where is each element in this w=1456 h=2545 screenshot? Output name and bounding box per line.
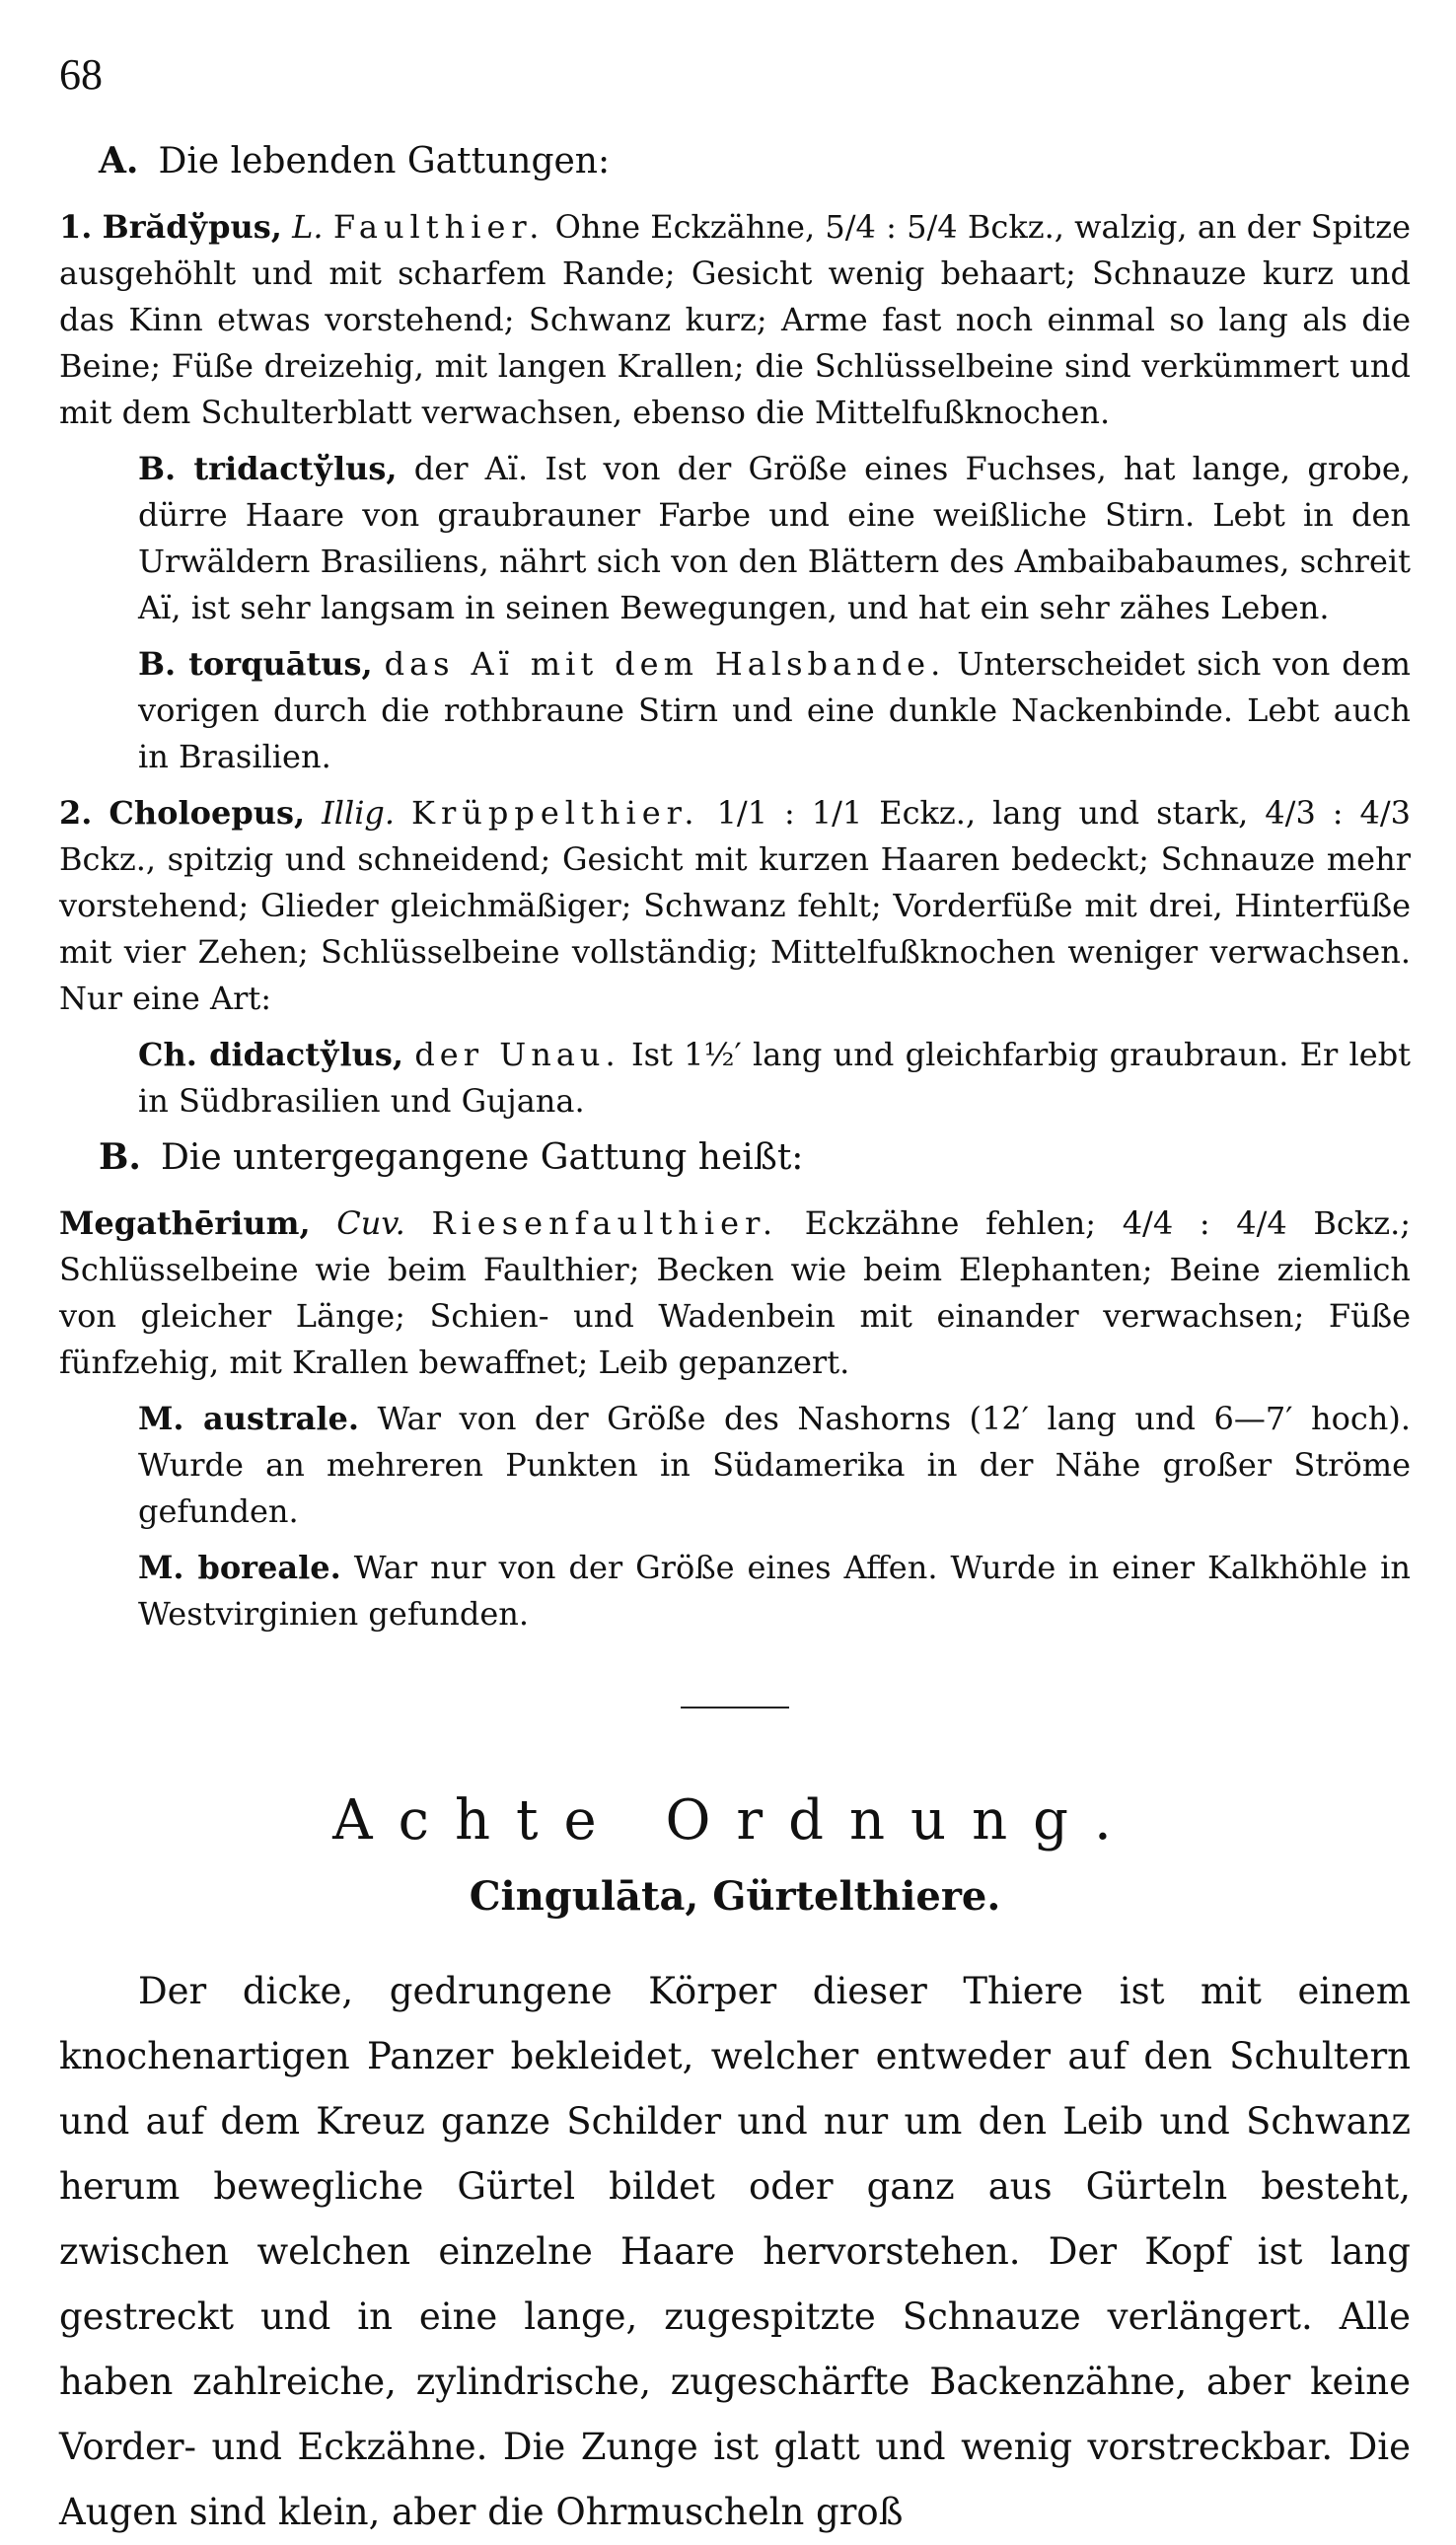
genus-description: Eckzähne fehlen; 4/4 : 4/4 Bckz.; Schlüsselbeine wie beim Faulthier; Becken wie beim Elephanten; Beine ziemlich von gleicher Länge; Schien- und Wadenbein mit einander verwachsen; Füße fünfzehig, mit Krallen bewaffnet; Leib gepanzert. (59, 1204, 1412, 1381)
genus-author: Illig. (322, 794, 396, 832)
book-page (59, 49, 1412, 2533)
species-description: War von der Größe des Nashorns (12′ lang und 6—7′ hoch). Wurde an mehreren Punkten in Südamerika in der Nähe großer Ströme gefunden. (138, 1400, 1412, 1530)
species-common-name: der Aï. (413, 450, 529, 487)
page-number: 68 (59, 50, 103, 99)
order-description: Der dicke, gedrungene Körper dieser Thiere ist mit einem knochenartigen Panzer bekleidet, welcher entweder auf den Schultern und auf dem Kreuz ganze Schilder und nur um den Leib und Schwanz herum bewegliche Gürtel bildet oder ganz aus Gürteln besteht, zwischen welchen einzelne Haare hervorstehen. Der Kopf ist lang gestreckt und in eine lange, zugespitzte Schnauze verlängert. Alle haben zahlreiche, zylindrische, zugeschärfte Backenzähne, aber keine Vorder- und Eckzähne. Die Zunge ist glatt und wenig vorstreckbar. Die Augen sind klein, aber die Ohrmuscheln groß (59, 1970, 1411, 2533)
page-content (59, 138, 1411, 2545)
species-torquatus (138, 641, 1411, 780)
species-description: Ist von der Größe eines Fuchses, hat lange, grobe, dürre Haare von graubrauner Farbe und eine weißliche Stirn. Lebt in den Urwäldern Brasiliens, nährt sich von den Blättern des Ambaibabaumes, schreit Aï, ist sehr langsam in seinen Bewegungen, und hat ein sehr zähes Leben. (138, 450, 1412, 626)
species-description: Ist 1½′ lang und gleichfarbig graubraun. Er lebt in Südbrasilien und Gujana. (138, 1036, 1412, 1120)
genus-number: 1. (59, 208, 93, 246)
genus-description: 1/1 : 1/1 Eckz., lang und stark, 4/3 : 4/3 Bckz., spitzig und schneidend; Gesicht mit kurzen Haaren bedeckt; Schnauze mehr vorstehend; Glieder gleichmäßiger; Schwanz fehlt; Vorderfüße mit drei, Hinterfüße mit vier Zehen; Schlüsselbeine vollständig; Mittelfußknochen weniger verwachsen. Nur eine Art: (59, 794, 1412, 1017)
genus-common-name: Faulthier. (332, 208, 546, 246)
genus-bradypus (59, 204, 1411, 436)
genus-name: Megathērium, (59, 1204, 311, 1242)
species-description: War nur von der Größe eines Affen. Wurde in einer Kalkhöhle in Westvirginien gefunden. (138, 1549, 1412, 1633)
species-boreale (138, 1545, 1411, 1637)
species-name: Ch. didactўlus, (138, 1036, 404, 1073)
species-australe (138, 1396, 1411, 1535)
genus-choloepus (59, 790, 1411, 1022)
genus-author: Cuv. (336, 1204, 405, 1242)
section-divider (681, 1707, 789, 1709)
genus-common-name: Krüppelthier. (411, 794, 700, 832)
species-common-name: der Unau. (414, 1036, 620, 1073)
order-subtitle: Cingulāta, Gürtelthiere. (469, 1873, 1001, 1920)
genus-name: Choloepus, (109, 794, 306, 832)
order-title: Achte Ordnung. (332, 1788, 1137, 1853)
species-common-name: das Aï mit dem Halsbande. (384, 645, 946, 683)
section-b-heading (99, 1134, 1411, 1181)
species-name: M. boreale. (138, 1549, 341, 1586)
section-b-title: Die untergegangene Gattung heißt: (160, 1137, 804, 1178)
genus-description: Ohne Eckzähne, 5/4 : 5/4 Bckz., walzig, an der Spitze ausgehöhlt und mit scharfem Rande; Gesicht wenig behaart; Schnauze kurz und das Kinn etwas vorstehend; Schwanz kurz; Arme fast noch einmal so lang als die Beine; Füße dreizehig, mit langen Krallen; die Schlüsselbeine sind verkümmert und mit dem Schulterblatt verwachsen, ebenso die Mittelfußknochen. (59, 208, 1412, 431)
species-description: Unterscheidet sich von dem vorigen durch die rothbraune Stirn und eine dunkle Nackenbinde. Lebt auch in Brasilien. (138, 645, 1412, 775)
species-name: B. torquātus, (138, 645, 373, 683)
species-tridactylus (138, 446, 1411, 631)
genus-name: Brădўpus, (102, 208, 282, 246)
section-a-heading (99, 138, 1411, 184)
genus-megatherium (59, 1200, 1411, 1386)
species-name: B. tridactўlus, (138, 450, 398, 487)
section-a-letter: A. (99, 140, 139, 182)
section-a-title: Die lebenden Gattungen: (158, 141, 611, 182)
genus-common-name: Riesenfaulthier. (431, 1204, 779, 1242)
genus-author: L. (292, 208, 324, 246)
species-didactylus (138, 1032, 1411, 1125)
section-b-letter: B. (99, 1136, 141, 1178)
genus-number: 2. (59, 794, 93, 832)
species-name: M. australe. (138, 1400, 360, 1437)
